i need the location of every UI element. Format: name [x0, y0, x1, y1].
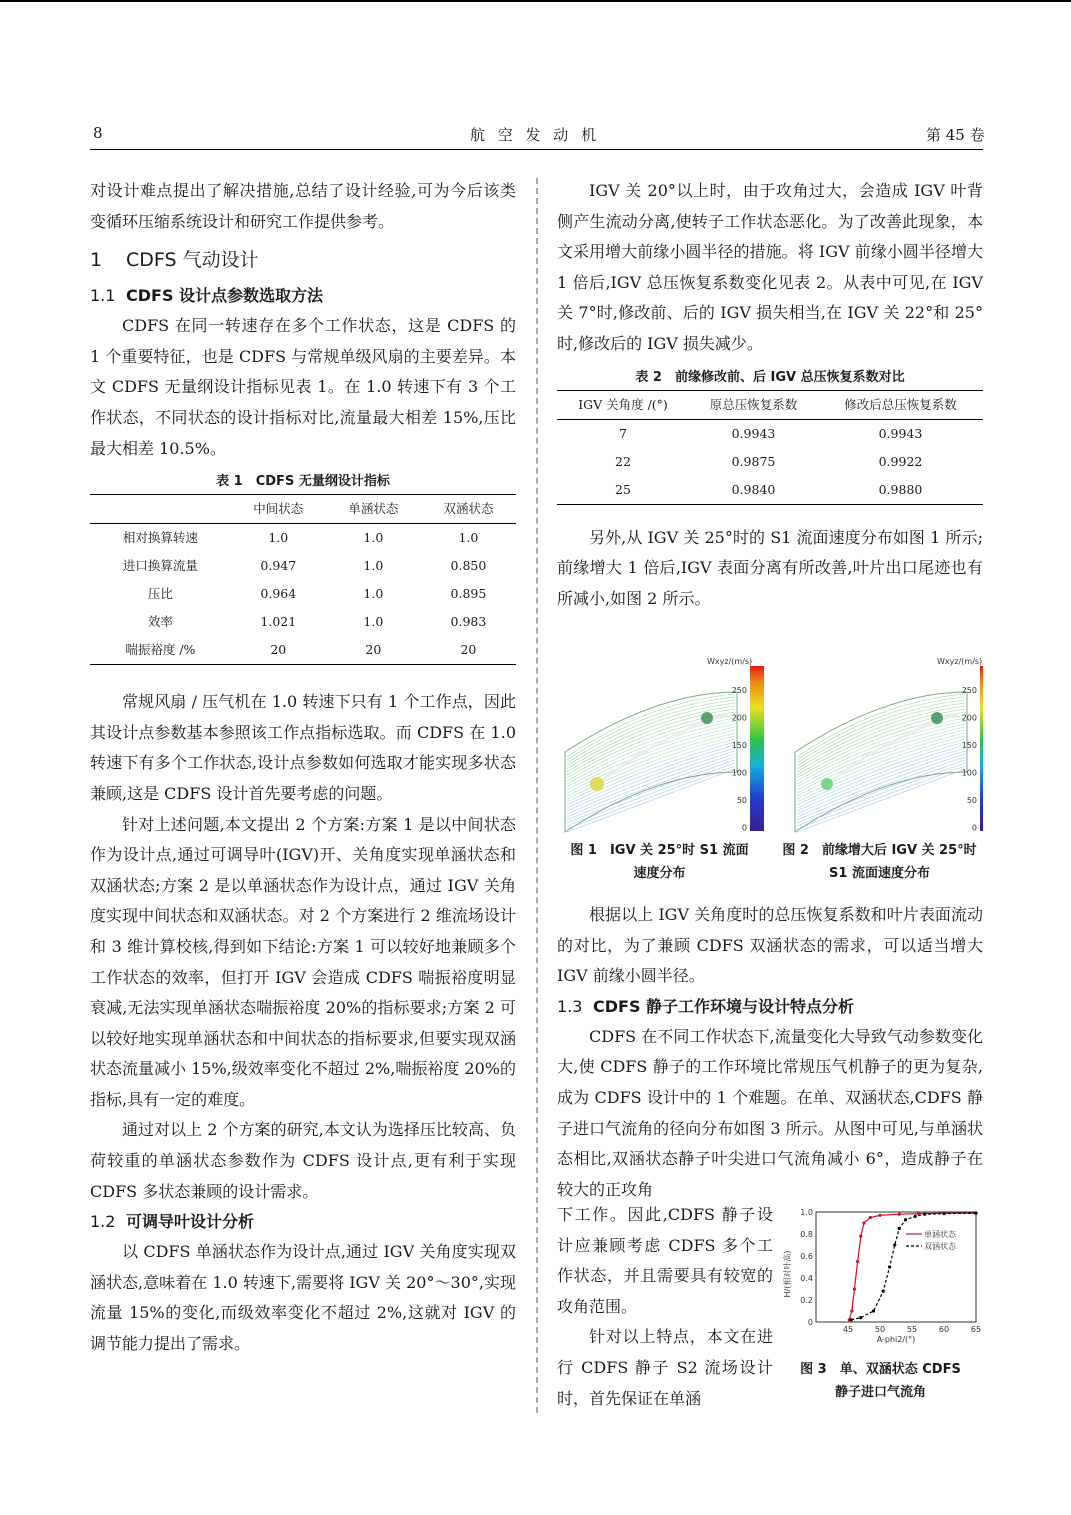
streamline [797, 769, 965, 832]
table-row [90, 552, 516, 580]
fig3-point [878, 1214, 881, 1217]
fig1-legend-title: Wxyz/(m/s) [707, 657, 753, 666]
fig3-point [872, 1309, 875, 1312]
fig3-point [898, 1213, 901, 1216]
colorbar-tick-label: 0 [971, 823, 977, 833]
table-cell: 0.9922 [878, 453, 923, 469]
paragraph: 以 CDFS 单涵状态作为设计点,通过 IGV 关角度实现双涵状态,意味着在 1.0 转速下,需要将 IGV 关 20°～30°,实现流量 15%的变化,而级效率变化不超过 2%,这就对 IGV 的调节能力提出了需求。 [90, 1242, 516, 1354]
subsection-heading: 1.3 CDFS 静子工作环境与设计特点分析 [557, 996, 855, 1016]
right-column-top [557, 176, 983, 614]
table2-header: IGV 关角度 /(°) [557, 390, 689, 419]
table1-header [90, 495, 231, 524]
paragraph: 常规风扇 / 压气机在 1.0 转速下只有 1 个工作点，因此其设计点参数基本参照该工作点指标选取。而 CDFS 在 1.0 转速下有多个工作状态,设计点参数如何选取才能实现多状态兼顾,这是 CDFS 设计首先要考虑的问题。 [90, 692, 516, 803]
table2 [557, 390, 983, 505]
fig3-ytick: 0.2 [800, 1296, 813, 1305]
table-row [90, 580, 516, 608]
fig3-point [923, 1213, 926, 1216]
table-cell: 0.895 [450, 586, 487, 602]
table-cell: 0.9840 [689, 476, 818, 505]
fig3-caption: 图 3 单、双涵状态 CDFS 静子进口气流角 [800, 1362, 961, 1400]
fig3-xtick: 55 [906, 1325, 918, 1334]
table2-header: 原总压恢复系数 [689, 390, 818, 419]
fig2-legend-title: Wxyz/(m/s) [937, 657, 983, 666]
colorbar-tick-label: 200 [731, 713, 747, 723]
table-cell: 20 [326, 636, 421, 665]
page-number: 8 [93, 124, 103, 142]
table-cell: 1.0 [458, 530, 479, 546]
table-row [90, 636, 516, 665]
fig2-colorbar [980, 666, 983, 831]
fig3-ytick: 1.0 [800, 1208, 813, 1217]
fig3-svg [778, 1204, 983, 1344]
fig2-plot [795, 657, 983, 833]
fig3-series-line [851, 1213, 976, 1320]
streamline [567, 703, 735, 766]
fig1-colorbar-ticks [732, 686, 747, 833]
colorbar-tick-label: 250 [961, 686, 977, 695]
table-cell: 压比 [147, 586, 173, 602]
fig3-xtick: 50 [874, 1325, 886, 1334]
colorbar-tick-label: 150 [961, 741, 977, 750]
fig3-point [904, 1218, 907, 1221]
fig3-chart [778, 1204, 983, 1344]
paragraph: 根据以上 IGV 关角度时的总压恢复系数和叶片表面流动的对比，为了兼顾 CDFS 双涵状态的需求，可以适当增大 IGV 前缘小圆半径。 [557, 905, 983, 986]
section-heading: 1 CDFS 气动设计 [90, 249, 259, 272]
streamline [797, 700, 965, 763]
table-cell: 1.0 [363, 558, 384, 574]
fig3-ylabel: H/(相对叶高) [783, 1250, 792, 1298]
streamline [567, 760, 735, 823]
table-cell: 喘振裕度 /% [90, 636, 231, 665]
streamline [797, 745, 965, 808]
paragraph: 针对上述问题,本文提出 2 个方案:方案 1 是以中间状态作为设计点,通过可调导叶(IGV)开、关角度实现单涵状态和双涵状态;方案 2 是以单涵状态作为设计点，通过 IGV 关角度实现中间状态和双涵状态。对 2 个方案进行 2 维流场设计和 3 维计算校核,得到如下结论:方案 1 可以较好地兼顾多个工作状态的效率，但打开 IGV 会造成 CDFS 喘振裕度明显衰减,无法实现单涵状态喘振裕度 20%的指标要求;方案 2 可以较好地实现单涵状态和中间状态的指标要求,但要实现双涵状态流量减小 15%,级效率变化不超过 2%,喘振裕度 20%的指标,具有一定的难度。 [90, 814, 516, 1109]
paragraph: CDFS 在不同工作状态下,流量变化大导致气动参数变化大,使 CDFS 静子的工作环境比常规压气机静子的更为复杂,成为 CDFS 设计中的 1 个难题。在单、双涵状态,CDFS 静子进口气流角的径向分布如图 3 所示。从图中可见,与单涵状态相比,双涵状态静子叶尖进口气流角减小 6°，造成静子在较大的正攻角 [557, 1026, 983, 1199]
fig1-colorbar [750, 666, 764, 831]
right-column-bottom [557, 1200, 773, 1414]
figures-1-2 [557, 652, 983, 837]
table1-header: 中间状态 [231, 495, 326, 524]
streamline [797, 760, 965, 823]
fig3-ytick: 0 [807, 1318, 813, 1327]
fig3-point [859, 1235, 862, 1238]
subsection-heading: 1.2 可调导叶设计分析 [90, 1212, 255, 1232]
table-cell: 0.983 [450, 614, 487, 630]
streamline [567, 700, 735, 763]
streamline [567, 745, 735, 808]
colorbar-tick-label: 100 [961, 768, 977, 778]
fig3-point [888, 1265, 891, 1268]
streamline [797, 736, 965, 799]
table-cell: 22 [615, 453, 631, 469]
fig3-series-line [849, 1213, 976, 1320]
fig3-point [974, 1212, 977, 1215]
paragraph: IGV 关 20°以上时，由于攻角过大，会造成 IGV 叶背侧产生流动分离,使转子工作状态恶化。为了改善此现象，本文采用增大前缘小圆半径的措施。将 IGV 前缘小圆半径增大 1 倍后,IGV 总压恢复系数变化见表 2。从表中可见,在 IGV 关 7°时,修改前、后的 IGV 损失相当,在 IGV 关 22°和 25°时,修改后的 IGV 损失减少。 [557, 181, 983, 353]
colorbar-tick-label: 50 [736, 796, 747, 805]
left-column [90, 176, 516, 1360]
fig3-legend-1: 单涵状态 [924, 1230, 956, 1239]
fig3-point [859, 1316, 862, 1319]
table-cell: 0.9943 [731, 425, 776, 441]
fig3-point [917, 1212, 920, 1215]
table-row [90, 524, 516, 553]
table-cell: 1.0 [363, 614, 384, 630]
fig3-point [850, 1309, 853, 1312]
table-cell: 相对换算转速 [122, 530, 198, 546]
fig3-legend [906, 1229, 957, 1251]
colorbar-tick-label: 100 [731, 768, 747, 778]
table2-header: 修改后总压恢复系数 [818, 390, 983, 419]
fig3-xtick: 60 [938, 1325, 950, 1334]
streamline [567, 736, 735, 799]
table-row [557, 476, 983, 505]
streamline [567, 769, 735, 832]
table-cell: 0.9875 [731, 453, 776, 469]
fig3-xtick: 45 [842, 1325, 854, 1334]
fig3-ytick: 0.4 [800, 1274, 813, 1283]
streamline [797, 766, 965, 829]
fig3-point [914, 1215, 917, 1218]
table-row [557, 419, 983, 448]
table-cell: 20 [231, 636, 326, 665]
fig3-point [882, 1290, 885, 1293]
table-cell: 进口换算流量 [122, 558, 198, 574]
table1-header: 双涵状态 [421, 495, 516, 524]
fig1-caption: 图 1 IGV 关 25°时 S1 流面 速度分布 [570, 843, 749, 881]
top-border [0, 0, 1071, 2]
table-cell: 1.0 [363, 530, 384, 546]
fig3-point [869, 1216, 872, 1219]
table-row [557, 448, 983, 476]
colorbar-tick-label: 200 [961, 713, 977, 723]
journal-title: 航 空 发 动 机 [470, 126, 601, 144]
table1 [90, 494, 516, 665]
paragraph: 下工作。因此,CDFS 静子设计应兼顾考虑 CDFS 多个工作状态，并且需要具有较宽的攻角范围。 [557, 1205, 773, 1316]
header-rule [90, 149, 983, 150]
paragraph: 对设计难点提出了解决措施,总结了设计经验,可为今后该类变循环压缩系统设计和研究工作提供参考。 [90, 181, 516, 231]
volume-label: 第 45 卷 [926, 126, 985, 144]
table-cell: 效率 [147, 614, 173, 630]
fig3-point [856, 1260, 859, 1263]
colorbar-tick-label: 50 [966, 796, 977, 805]
fig3-point [853, 1287, 856, 1290]
paragraph: CDFS 在同一转速存在多个工作状态，这是 CDFS 的 1 个重要特征，也是 CDFS 与常规单级风扇的主要差异。本文 CDFS 无量纲设计指标见表 1。在 1.0 转速下有 3 个工作状态，不同状态的设计指标对比,流量最大相差 15%,压比最大相差 10.5%。 [90, 316, 516, 458]
s1-velocity-plots [557, 652, 983, 837]
fig3-legend-2: 双涵状态 [924, 1242, 956, 1251]
fig2-caption: 图 2 前缘增大后 IGV 关 25°时 S1 流面速度分布 [782, 843, 977, 881]
table-cell: 0.850 [450, 558, 487, 574]
paragraph: 通过对以上 2 个方案的研究,本文认为选择压比较高、负荷较重的单涵状态参数作为 CDFS 设计点,更有利于实现 CDFS 多状态兼顾的设计需求。 [90, 1120, 516, 1201]
table-cell: 1.0 [363, 586, 384, 602]
fig3-point [898, 1227, 901, 1230]
paragraph: 针对以上特点，本文在进行 CDFS 静子 S2 流场设计时，首先保证在单涵 [557, 1327, 773, 1408]
table-cell: 1.021 [260, 614, 297, 630]
table-cell: 25 [557, 476, 689, 505]
streamline [567, 766, 735, 829]
table-cell: 7 [619, 425, 627, 441]
table-cell: 0.964 [260, 586, 297, 602]
table1-header: 单涵状态 [326, 495, 421, 524]
table-cell: 0.9880 [818, 476, 983, 505]
fig3-xtick: 65 [970, 1325, 982, 1334]
fig3-xlabel: A-phi2/(°) [876, 1335, 916, 1344]
table-cell: 0.947 [260, 558, 297, 574]
streamline [797, 703, 965, 766]
fig3-frame [816, 1212, 976, 1322]
colorbar-tick-label: 0 [741, 823, 747, 833]
right-column-mid [557, 900, 983, 1205]
subsection-heading: 1.1 CDFS 设计点参数选取方法 [90, 286, 324, 306]
fig3-point [942, 1212, 945, 1215]
fig2-colorbar-ticks [962, 686, 977, 833]
fig3-point [850, 1318, 853, 1321]
fig3-point [862, 1221, 865, 1224]
table-row [90, 608, 516, 636]
fig3-ytick: 0.6 [800, 1252, 813, 1261]
colorbar-tick-label: 250 [731, 686, 747, 695]
colorbar-tick-label: 150 [731, 741, 747, 750]
table-cell: 1.0 [268, 530, 289, 546]
table2-caption: 表 2 前缘修改前、后 IGV 总压恢复系数对比 [635, 369, 905, 385]
paragraph: 另外,从 IGV 关 25°时的 S1 流面速度分布如图 1 所示;前缘增大 1 倍后,IGV 表面分离有所改善,叶片出口尾迹也有所减小,如图 2 所示。 [557, 527, 983, 608]
table1-caption: 表 1 CDFS 无量纲设计指标 [216, 474, 390, 490]
fig1-plot [565, 657, 764, 833]
column-separator [536, 178, 538, 1413]
fig3-point [893, 1243, 896, 1246]
table-cell: 0.9943 [878, 425, 923, 441]
table-cell: 20 [421, 636, 516, 665]
fig3-ytick: 0.8 [800, 1230, 813, 1239]
